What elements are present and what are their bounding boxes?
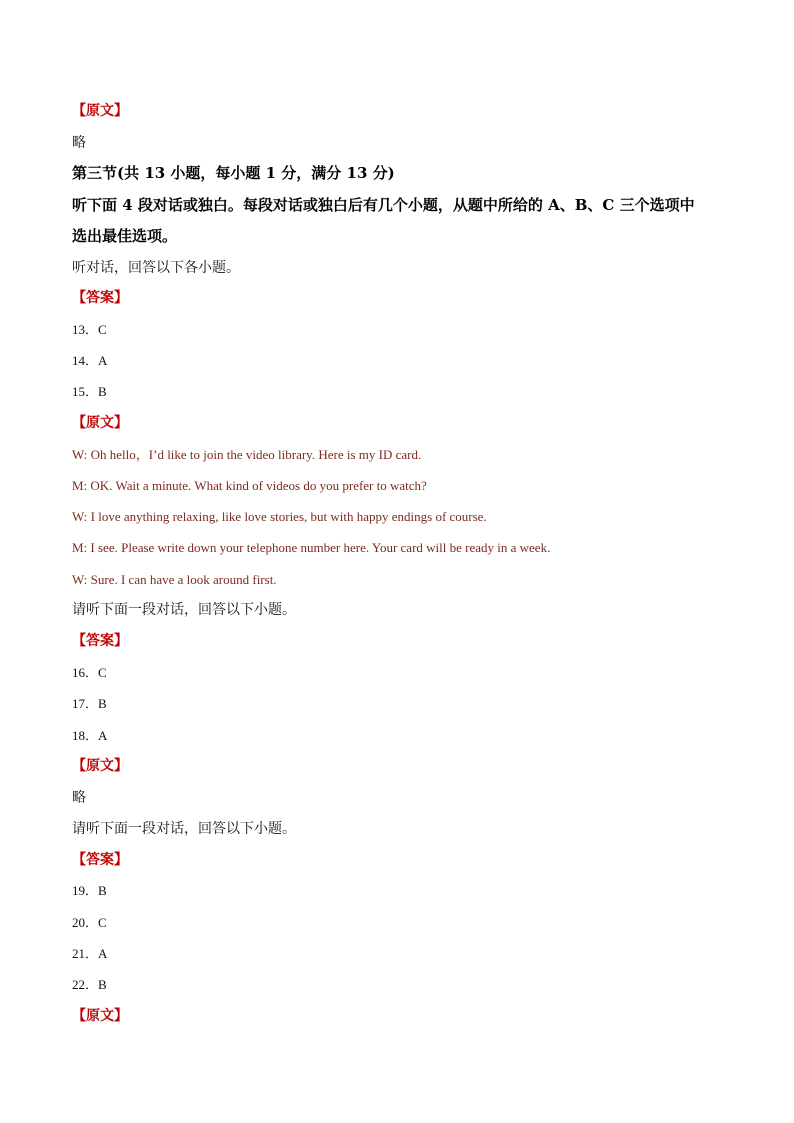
original-text-tag: 【原文】 (72, 758, 128, 774)
section-instruction-line1: 听下面 4 段对话或独白。每段对话或独白后有几个小题，从题中所给的 A、B、C 三个选项中 (72, 196, 695, 214)
omitted-note: 略 (72, 135, 86, 151)
original-text-tag: 【原文】 (72, 415, 128, 431)
answer-item: 16．C (72, 665, 107, 680)
answer-item: 15．B (72, 384, 107, 399)
question-prompt: 请听下面一段对话，回答以下小题。 (72, 602, 296, 618)
original-text-tag: 【原文】 (72, 1008, 128, 1024)
answer-item: 20．C (72, 915, 107, 930)
transcript-line: W: I love anything relaxing, like love stories, but with happy endings of course. (72, 509, 487, 524)
section-title: 第三节(共 13 小题，每小题 1 分，满分 13 分) (72, 164, 395, 182)
answer-tag: 【答案】 (72, 633, 128, 649)
answer-item: 14．A (72, 353, 108, 368)
omitted-note: 略 (72, 790, 86, 806)
transcript-line: W: Sure. I can have a look around first. (72, 572, 277, 587)
answer-tag: 【答案】 (72, 290, 128, 306)
answer-item: 19．B (72, 883, 107, 898)
question-prompt: 请听下面一段对话，回答以下小题。 (72, 821, 296, 837)
answer-item: 21．A (72, 946, 108, 961)
original-text-tag: 【原文】 (72, 103, 128, 119)
transcript-line: W: Oh hello，I’d like to join the video library. Here is my ID card. (72, 447, 422, 462)
answer-item: 13．C (72, 322, 107, 337)
answer-item: 17．B (72, 696, 107, 711)
transcript-line: M: I see. Please write down your telephone number here. Your card will be ready in a week. (72, 540, 551, 555)
answer-item: 18．A (72, 728, 108, 743)
question-prompt: 听对话，回答以下各小题。 (72, 260, 240, 276)
transcript-line: M: OK. Wait a minute. What kind of videos do you prefer to watch? (72, 478, 427, 493)
answer-tag: 【答案】 (72, 852, 128, 868)
answer-item: 22．B (72, 977, 107, 992)
section-instruction-line2: 选出最佳选项。 (72, 227, 178, 245)
